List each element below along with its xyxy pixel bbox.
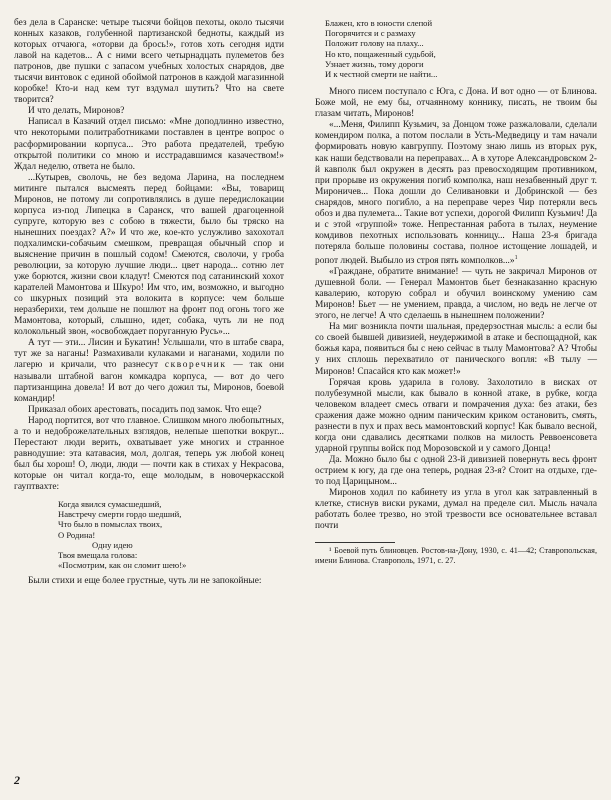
footnote-marker: 1 [514, 254, 518, 261]
poem-line: Блажен, кто в юности слепой [325, 18, 433, 28]
poem-line: Но кто, пощаженный судьбой, [325, 48, 436, 59]
spaced-word: скворечник [164, 360, 227, 371]
paragraph: Народ портится, вот что главное. Слишком много любопытных, а то и недоброжелательных взглядов, нелепые шепотки вокруг... Перестают люди верить, охватывает уже многих и странное равнодушие: эта катавасия, мол, долгая, теперь уж любой конец был бы хорош! О, люди, люди — почти как в стихах у Некрасова, которые он читал когда-то, еще молодым, в новочеркасской гауптвахте: [14, 415, 284, 492]
right-column [315, 18, 597, 565]
poem-line: Узнает жизнь, тому дороги [325, 58, 424, 69]
paragraph: ...Кутырев, сволочь, не без ведома Ларина, на последнем митинге пытался высмеять перед бойцами: «Вы, товарищ Миронов, не потому ли сопротивлялись в душе передислокации корпуса из-под Липецка в Саранск, что вашей драгоценной супруге, которую вез с собою в тяжести, было бы тряско на нынешних поездах? А?» И что же, кое-кто услужливо захохотал подхалимски-собачьим смешком, превращая обычный спор и выяснение причин в пошлый содом! Смеются, сволочи, у гроба революции, за которую лучшие люди... цвет народа... сотню лет уже борются, жизни свои кладут! Смеются под сатанинский хохот карателей Мамонтова и Шкуро! Им что, им, возможно, и выгодно со шкурных позиций эта волокита в корпусе: чем больше неразберихи, тем дольше не пошлют на фронт под огонь того же Мамонтова, который, слышно, идет, собака, чуть ли не под колокольный звон, «освобождает поруганную Русь»... [14, 172, 284, 338]
paragraph [14, 338, 284, 404]
poem-line: Что было в помыслах твоих, [58, 519, 163, 530]
paragraph: «Граждане, обратите внимание! — чуть не закричал Миронов от душевной боли. — Генерал Мамонтов бьет безнаказанно красную кавалерию, которую собрал и обучил воинскому умению сам Миронов! Бьет — не умением, правда, а числом, но ведь не легче от этого, не легче! А что сделаешь в нынешнем положении? [315, 267, 597, 322]
poem-line: Навстречу смерти гордо шедший, [58, 509, 182, 520]
footnote: ¹ Боевой путь блиновцев. Ростов-на-Дону, 1930, с. 41—42; Ставропольская, имени Блинова. Ставрополь, 1971, с. 27. [315, 546, 597, 565]
poem-line: Твоя вмещала голова: [58, 550, 138, 561]
paragraph: без дела в Саранске: четыре тысячи бойцов пехоты, около тысячи конных казаков, голубенной партизанской бедноты, каждый из которых отчаюга, «оторви да брось!», готов хоть сегодня идти лавой на кадетов... А с ними всего четырнадцать пулеметов без патронов, две пушки с запасом учебных холостых снарядов, две тысячи винтовок с единой обоймой патронов в каждой магазинной коробке! Кто-и над кем тут вздумал шутить? Что на свете творится? [14, 18, 284, 106]
poem-line: И к честной смерти не найти... [325, 69, 438, 80]
letter-quote [315, 120, 597, 267]
poem-blazhen [325, 18, 597, 79]
paragraph: Написал в Казачий отдел письмо: «Мне доподлинно известно, что некоторыми политработниками поставлен в центре вопрос о расформировании корпуса... Это работа предателей, требую открытой политики со мною и исстрадавшимся казачеством!» Ждал неделю, ответа не было. [14, 117, 284, 172]
poem-line: «Посмотрим, как он сломит шею!» [58, 560, 187, 571]
page-number: 2 [14, 773, 20, 787]
poem-line: Когда явился сумасшедший, [58, 499, 162, 510]
left-column [14, 18, 284, 587]
paragraph: Приказал обоих арестовать, посадить под замок. Что еще? [28, 404, 262, 415]
poem-line: Погорячится и с размаху [325, 28, 416, 39]
poem-nekrasov [58, 499, 284, 570]
text-run: А тут — эти... Лисин и Букатин! Услышали, что в штабе свара, тут же за наганы! Размахивали кулаками и наганами, ходили по лагерю и кричали, что разнесут [14, 338, 284, 371]
paragraph: Горячая кровь ударила в голову. Захолотило в висках от полубезумной мысли, как бывало в конной атаке, в рубке, когда человеком владеет смесь отваги и помрачения духа: без атаки, без сражения даже можно одним паническим криком остановить, смять, разнести в пух и прах весь мамонтовский корпус! Как бывало весной, когда они сдавались десятками полков на милость Реввоенсовета ударной группы войск под Морозовской и у самого Донца! [315, 377, 597, 454]
paragraph: Были стихи и еще более грустные, чуть ли не запокойные: [28, 576, 262, 587]
paragraph: Да. Можно было бы с одной 23-й дивизией повернуть весь фронт острием к югу, да где она теперь, родная 23-я? Стоит на отдыхе, где-то под Царицыном... [315, 454, 597, 487]
paragraph: На миг возникла почти шальная, предерзостная мысль: а если бы со своей бывшей дивизией, неудержимой в атаке и беспощадной, как божья кара, появиться бы с нею сейчас в тылу Мамонтова? А? Чтобы у них сплошь перехватило от панического вопля: «В тылу — Миронов! Спасайся кто как может!» [315, 322, 597, 377]
poem-line: Положит голову на плаху... [325, 38, 424, 49]
text-run: «...Меня, Филипп Кузьмич, за Донцом тоже разжаловали, сделали комендиром полка, а потом послали в Усть-Медведицу и там начали формировать новую кавгруппу. Поэтому знаю лишь из вторых рук, как наши бедствовали на переправах... А в хуторе Александровском 2-й кавполк был окружен в десять раз превосходящим противником, при прорыве из окружения погиб комполка, наш незабвенный друг т. Мироничев... Пока дошли до Селивановки и Добринской — без снарядов, много погибло, а на переправе через Чир потеряли весь обоз и два пулемета... Такие вот успехи, дорогой Филипп Кузьмич! Да и с этой «группой» тоже. Непрестанная работа в тылах, неумение комдивов пехотных использовать конницу... Наша 23-я бригада потеряла больше половины состава, полное истощение лошадей, и ропот людей. Выбыло из строя пять комполков...» [315, 120, 598, 267]
text-run: — так они называли штабной вагон комкадра корпуса, — вот до чего партизанщина довела! И вот до чего дожил ты, Миронов, боевой командир! [14, 360, 284, 404]
poem-line: О Родина! [58, 529, 96, 540]
paragraph: И что делать, Миронов? [28, 106, 125, 117]
paragraph: Много писем поступало с Юга, с Дона. И вот одно — от Блинова. Боже мой, не ему бы, отчаянному коннику, писать, не твоим бы глазам читать, Миронов! [315, 87, 597, 120]
paragraph: Миронов ходил по кабинету из угла в угол как затравленный в клетке, стиснув виски руками, думал на пределе сил. Мысль начала работать более трезво, но этой трезвости все основательнее вставал почти [315, 488, 597, 532]
poem-line: Одну идею [92, 539, 133, 550]
footnote-divider [315, 542, 395, 543]
